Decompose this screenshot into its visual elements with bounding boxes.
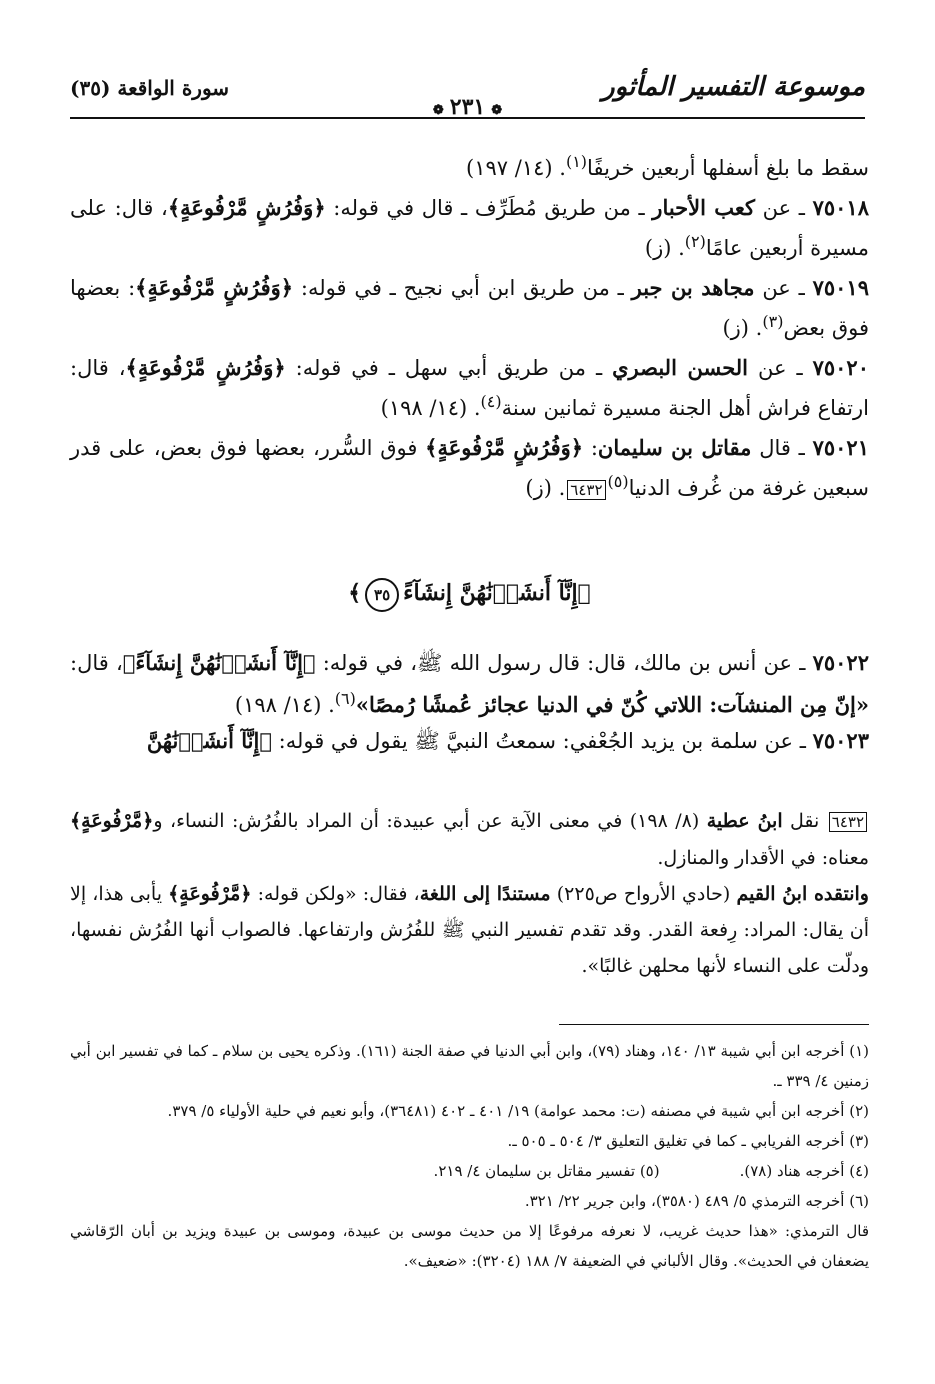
page-header: [70, 70, 865, 120]
quran-quote: ﴿مَّرْفُوعَةٍ﴾: [168, 883, 252, 905]
narration-75022: [70, 645, 869, 723]
main-text: [70, 145, 869, 513]
footnote-row: [70, 1156, 869, 1186]
text: ، قال:: [70, 651, 123, 675]
text: :: [583, 436, 598, 460]
footnote-6: (٦) أخرجه الترمذي ٥/ ٤٨٩ (٣٥٨٠)، وابن جرير ٢٢/ ٣٢١.: [524, 1192, 869, 1210]
main-text-2: [70, 645, 869, 759]
narration-number: ٧٥٠٢١: [812, 435, 869, 460]
narration-number: ٧٥٠٢٠: [812, 355, 869, 380]
footnote-ref[interactable]: (٤): [480, 392, 502, 411]
quran-quote: ﴿إِنَّآ أَنشَأۡنَٰهُنَّ إِنشَآءً﴾: [122, 650, 316, 675]
text: . (ز): [525, 476, 566, 500]
text: ، فقال: «ولكن قوله:: [251, 883, 420, 905]
text: ـ من طريق ابن أبي نجيح ـ في قوله:: [293, 276, 632, 300]
quran-quote: ﴿إِنَّآ أَنشَأۡنَٰهُنَّ: [146, 728, 272, 753]
footnote-ref[interactable]: (١): [565, 152, 588, 171]
commentary-section: [70, 803, 869, 984]
commentary-ref-box[interactable]: ٦٤٣٢: [567, 480, 605, 500]
narrator-name: الحسن البصري: [612, 355, 749, 380]
text: . (ز): [722, 316, 763, 340]
text: ـ من طريق مُطَرِّف ـ قال في قوله:: [325, 196, 653, 220]
footnote-ref[interactable]: (٥): [607, 472, 629, 491]
citation: . (١٤/ ١٩٧): [466, 156, 566, 180]
quran-quote: ﴿وَفُرُشٍ مَّرْفُوعَةٍ﴾: [425, 435, 584, 460]
text: : بعضها فوق بعض: [70, 276, 869, 340]
quran-quote: ﴿مَّرْفُوعَةٍ﴾: [70, 810, 154, 832]
narration-75020: [70, 351, 869, 425]
verse-heading: [70, 578, 869, 612]
text: (٨/ ١٩٨) في معنى الآية عن أبي عبيدة: أن المراد بالفُرُش: النساء، و: [153, 810, 707, 832]
footnote-6-note: قال الترمذي: «هذا حديث غريب، لا نعرفه مرفوعًا إلا من حديث موسى بن عبيدة، وموسى بن عبيدة ويزيد بن أبان الرّقاشي يضعفان في الحديث». وقال الألباني في الضعيفة ٧/ ١٨٨ (٣٢٠٤): «ضعيف».: [70, 1222, 869, 1270]
ayah-number-icon: ٣٥: [365, 578, 399, 612]
footnote-3: (٣) أخرجه الفريابي ـ كما في تغليق التعليق ٣/ ٥٠٤ ـ ٥٠٥ ـ.: [507, 1132, 869, 1150]
footnote-1: (١) أخرجه ابن أبي شيبة ١٣/ ١٤٠، وهناد (٧٩)، وابن أبي الدنيا في صفة الجنة (١٦١). وذكره يحيى بن سلام ـ كما في تفسير ابن أبي زمنين ٤/ ٣٣٩ ـ.: [70, 1042, 869, 1090]
quran-quote: ﴿وَفُرُشٍ مَّرْفُوعَةٍ﴾: [167, 195, 326, 220]
scholar-name: وانتقده ابنُ القيم: [736, 883, 869, 905]
text: ـ عن: [754, 276, 813, 300]
quran-quote: ﴿وَفُرُشٍ مَّرْفُوعَةٍ﴾: [135, 275, 294, 300]
footnote-4: (٤) أخرجه هناد (٧٨).: [739, 1162, 869, 1180]
text: ، قال: على مسيرة أربعين عامًا: [70, 196, 869, 260]
text: ـ عن أنس بن مالك، قال: قال رسول الله ﷺ، في قوله:: [315, 651, 813, 675]
surah-label: سورة الواقعة (٣٥): [70, 76, 230, 100]
ornament-icon: ❁: [491, 103, 503, 118]
narration-75023: [70, 723, 869, 759]
narration-number: ٧٥٠١٨: [812, 195, 869, 220]
footnote-ref[interactable]: (٦): [334, 689, 356, 708]
text: . (ز): [644, 236, 685, 260]
text: ـ عن سلمة بن يزيد الجُعْفي: سمعتُ النبيَّ ﷺ يقول في قوله:: [271, 729, 813, 753]
footnote-2: (٢) أخرجه ابن أبي شيبة في مصنفه (ت: محمد عوامة) ١٩/ ٤٠١ ـ ٤٠٢ (٣٦٤٨١)، وأبو نعيم في حلية الأولياء ٥/ ٣٧٩.: [167, 1102, 869, 1120]
text: . (١٤/ ١٩٨): [380, 396, 481, 420]
text: فوق السُّرر، بعضها فوق بعض، على قدر سبعين غرفة من غُرف الدنيا: [70, 436, 869, 500]
text: سقط ما بلغ أسفلها أربعين خريفًا: [587, 156, 869, 180]
narrator-name: مقاتل بن سليمان: [597, 435, 752, 460]
narrator-name: كعب الأحبار: [652, 195, 755, 220]
emphasis-text: مستندًا إلى اللغة: [419, 883, 551, 905]
narration-75018: [70, 191, 869, 265]
text: ـ عن: [748, 356, 813, 380]
narration-75019: [70, 271, 869, 345]
verse-close: ﴾: [348, 580, 362, 606]
text: ، قال: ارتفاع فراش أهل الجنة مسيرة ثمانين سنة: [70, 356, 869, 420]
footnote-rule: [559, 1024, 869, 1025]
narrator-name: مجاهد بن جبر: [631, 275, 755, 300]
commentary-paragraph: [70, 876, 869, 984]
text: ـ من طريق أبي سهل ـ في قوله:: [285, 356, 613, 380]
page-number: ٢٣١: [449, 94, 486, 120]
header-rule: [70, 117, 865, 119]
series-title: موسوعة التفسير المأثور: [602, 72, 865, 102]
text: نقل: [782, 810, 827, 832]
narration-number: ٧٥٠١٩: [812, 275, 869, 300]
footnote-5: (٥) تفسير مقاتل بن سليمان ٤/ ٢١٩.: [433, 1162, 660, 1180]
text: يأبى هذا، إلا أن يقال: المراد: رِفعة القدر. وقد تقدم تفسير النبي ﷺ للفُرُش وارتفاعها. فالصواب أنها الفُرُش نفسها، ودلّت على النساء لأنها محلهن غالبًا».: [70, 883, 869, 977]
commentary-number-box: ٦٤٣٢: [829, 812, 867, 832]
footnotes: [70, 1036, 869, 1276]
text: (حادي الأرواح ص٢٢٥): [550, 883, 737, 905]
text: ـ قال: [751, 436, 813, 460]
commentary-paragraph: [70, 803, 869, 876]
scholar-name: ابنُ عطية: [706, 810, 783, 832]
narration-75021: [70, 431, 869, 507]
ornament-icon: ❁: [432, 103, 444, 118]
verse-text: ﴿إِنَّآ أَنشَأۡنَٰهُنَّ إِنشَآءً: [403, 580, 591, 606]
text: معناه: في الأقدار والمنازل.: [657, 847, 869, 869]
hadith-text: «إنّ مِن المنشآت: اللاتي كُنّ في الدنيا عجائز عُمشًا رُمصًا»: [355, 692, 869, 717]
paragraph: [70, 145, 869, 185]
quran-quote: ﴿وَفُرُشٍ مَّرْفُوعَةٍ﴾: [125, 355, 286, 380]
footnote-ref[interactable]: (٢): [684, 232, 706, 251]
footnote-ref[interactable]: (٣): [762, 312, 784, 331]
narration-number: ٧٥٠٢٢: [812, 650, 869, 675]
text: . (١٤/ ١٩٨): [234, 693, 335, 717]
text: ـ عن: [755, 196, 813, 220]
narration-number: ٧٥٠٢٣: [812, 728, 869, 753]
